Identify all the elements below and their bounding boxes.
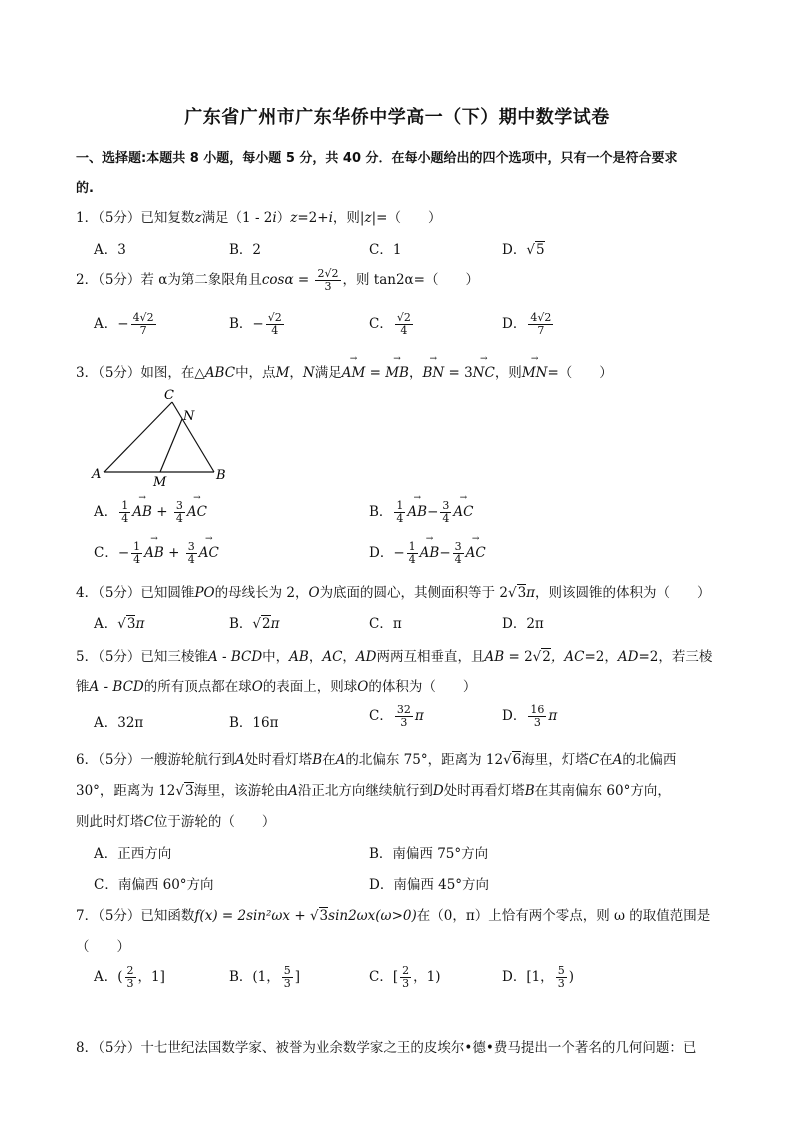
question-6-line-3: 则此时灯塔C位于游轮的（ ） — [76, 814, 276, 830]
q5-option-d[interactable]: D． $\frac{16}{3}$ π — [502, 703, 558, 729]
label-n: N — [183, 409, 195, 424]
q5-option-a[interactable]: A．32π — [94, 715, 144, 731]
question-3: 3．（5分）如图，在△ABC中，点M，N满足→ AM = → MB，→ BN = 3→ NC，则→ MN=（ ） — [76, 361, 613, 381]
q7-option-d[interactable]: D．[1， $\frac{5}{3}$ ) — [502, 964, 574, 990]
section-header-cont: 的. — [76, 181, 94, 196]
q1-option-c[interactable]: C．1 — [369, 242, 402, 258]
label-c: C — [164, 388, 174, 403]
q2-option-c[interactable]: C． $\frac{√2}{4}$ — [369, 311, 411, 337]
q6-option-b[interactable]: B．南偏西 75°方向 — [369, 846, 489, 862]
question-7-paren: （ ） — [76, 939, 130, 955]
question-1: 1．（5分）已知复数z满足（1 - 2i）z=2+i，则|z|=（ ） — [76, 210, 442, 226]
q4-option-d[interactable]: D．2π — [502, 616, 544, 632]
page-title: 广东省广州市广东华侨中学高一（下）期中数学试卷 — [184, 107, 610, 128]
q3-option-b[interactable]: B． $\frac{1}{4}$ → AB− $\frac{3}{4}$ → AC — [369, 500, 474, 525]
q6-option-d[interactable]: D．南偏西 45°方向 — [369, 877, 490, 893]
q5-option-c[interactable]: C． $\frac{32}{3}$ π — [369, 703, 424, 729]
question-8: 8．（5分）十七世纪法国数学家、被誉为业余数学家之王的皮埃尔•德•费马提出一个著名的几何问题：已 — [76, 1040, 697, 1056]
q1-option-b[interactable]: B．2 — [229, 242, 262, 258]
question-4: 4．（5分）已知圆锥PO的母线长为 2，O为底面的圆心，其侧面积等于 2√3π，则该圆锥的体积为（ ） — [76, 585, 711, 601]
q3-option-a[interactable]: A． $\frac{1}{4}$ → AB + $\frac{3}{4}$ → AC — [94, 500, 207, 525]
q5-option-b[interactable]: B．16π — [229, 715, 279, 731]
q4-option-b[interactable]: B．√2π — [229, 616, 280, 632]
q3-option-d[interactable]: D．− $\frac{1}{4}$ → AB− $\frac{3}{4}$ → AC — [369, 541, 486, 566]
q1-option-a[interactable]: A．3 — [94, 242, 126, 258]
q6-option-c[interactable]: C．南偏西 60°方向 — [94, 877, 214, 893]
q2-option-a[interactable]: A．− $\frac{4√2}{7}$ — [94, 311, 154, 337]
q4-option-c[interactable]: C．π — [369, 616, 402, 632]
q7-option-c[interactable]: C．[ $\frac{2}{3}$ ，1) — [369, 964, 441, 990]
q3-option-c[interactable]: C．− $\frac{1}{4}$ → AB + $\frac{3}{4}$ → AC — [94, 541, 219, 566]
question-5-line-2: 锥A - BCD的所有顶点都在球O的表面上，则球O的体积为（ ） — [76, 679, 477, 695]
side-ac — [104, 402, 172, 472]
label-b: B — [216, 468, 226, 483]
q7-option-b[interactable]: B．(1， $\frac{5}{3}$ ] — [229, 964, 301, 990]
q1-option-d[interactable]: D．√5 — [502, 242, 545, 258]
q6-option-a[interactable]: A．正西方向 — [94, 846, 172, 862]
q2-option-b[interactable]: B．− $\frac{√2}{4}$ — [229, 311, 282, 337]
label-a: A — [92, 467, 102, 482]
q7-option-a[interactable]: A．( $\frac{2}{3}$ ，1] — [94, 964, 165, 990]
label-m: M — [153, 475, 167, 488]
question-5-line-1: 5．（5分）已知三棱锥A - BCD中，AB，AC，AD两两互相垂直，且AB = 2√2，AC=2，AD=2，若三棱 — [76, 649, 713, 665]
question-6-line-2: 30°，距离为 12√3海里，该游轮由A沿正北方向继续航行到D处时再看灯塔B在其南偏东 60°方向， — [76, 783, 671, 799]
triangle-figure — [88, 388, 238, 488]
q2-option-d[interactable]: D． $\frac{4√2}{7}$ — [502, 311, 552, 337]
question-7: 7．（5分）已知函数f(x) = 2sin²ωx + √3sin2ωx(ω>0)在（0，π）上恰有两个零点，则 ω 的取值范围是 — [76, 908, 711, 924]
section-header: 一、选择题:本题共 8 小题，每小题 5 分，共 40 分．在每小题给出的四个选项中，只有一个是符合要求 — [76, 151, 678, 166]
q4-option-a[interactable]: A．√3π — [94, 616, 145, 632]
segment-mn — [160, 419, 182, 472]
question-2: 2．（5分）若 α为第二象限角且cosα = $\frac{2√2}{3}$ ，则 tan2α=（ ） — [76, 267, 479, 293]
question-6-line-1: 6．（5分）一艘游轮航行到A处时看灯塔B在A的北偏东 75°，距离为 12√6海里，灯塔C在A的北偏西 — [76, 752, 677, 768]
